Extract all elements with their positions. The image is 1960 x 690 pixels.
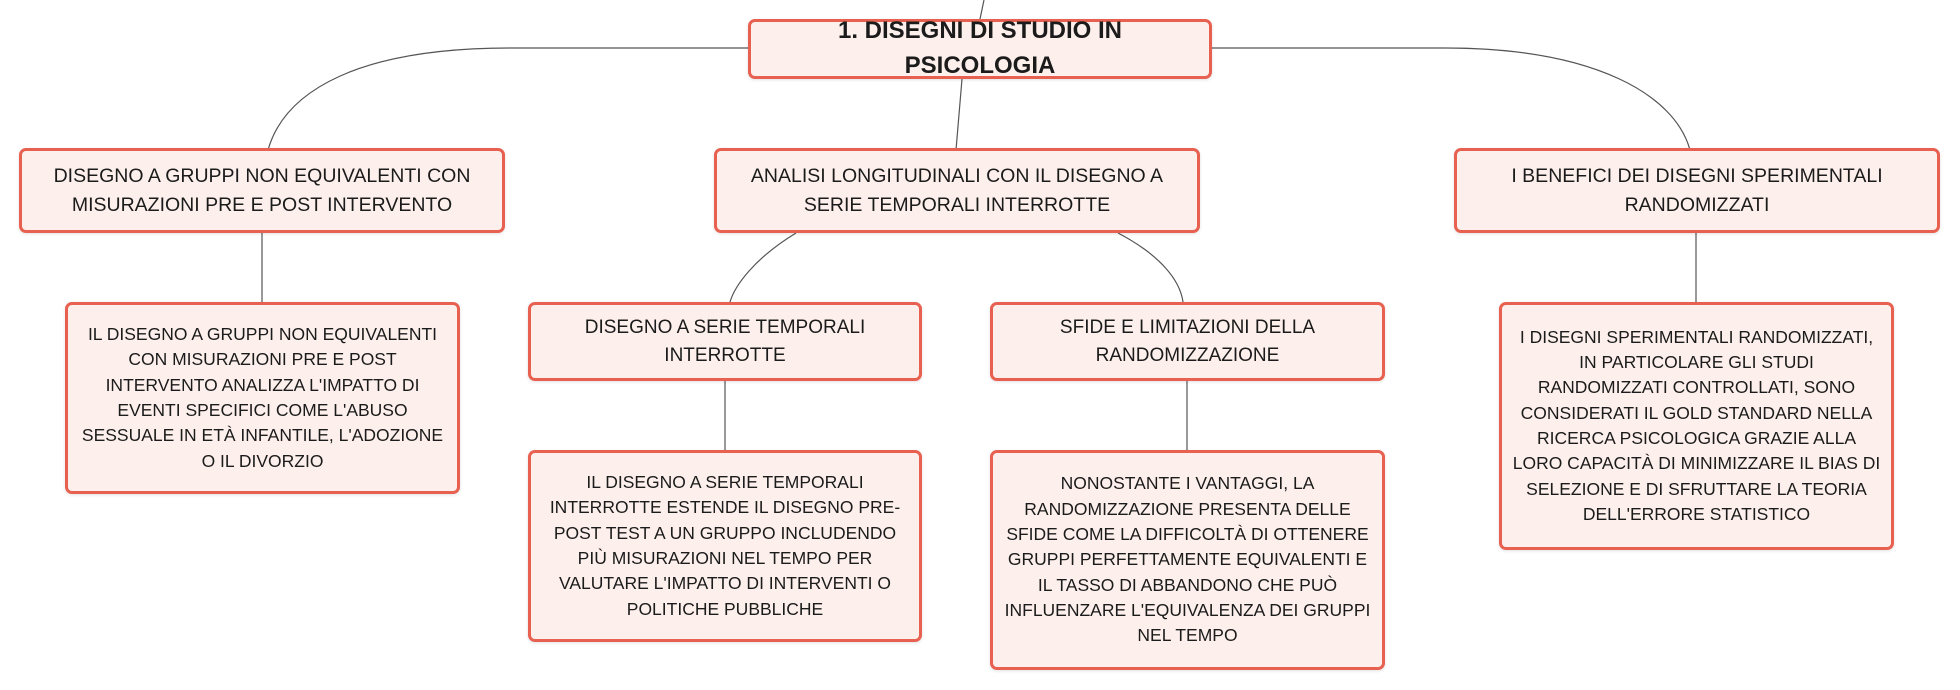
center-child-2-topic[interactable] [990,302,1385,381]
branch-center-label: ANALISI LONGITUDINALI CON IL DISEGNO A SERIE TEMPORALI INTERROTTE [750,165,1164,216]
center-child-1-label: DISEGNO A SERIE TEMPORALI INTERROTTE [584,316,866,366]
root-topic[interactable] [748,19,1212,79]
branch-left-label: DISEGNO A GRUPPI NON EQUIVALENTI CON MISURAZIONI PRE E POST INTERVENTO [53,165,471,216]
branch-right-detail[interactable] [1499,302,1894,550]
center-child-1-detail-text: IL DISEGNO A SERIE TEMPORALI INTERROTTE ESTENDE IL DISEGNO PRE-POST TEST A UN GRUPPO INCLUDENDO PIÙ MISURAZIONI NEL TEMPO PER VALUTARE L'IMPATTO DI INTERVENTI O POLITICHE PUBBLICHE [549,471,901,619]
branch-left-topic[interactable] [19,148,505,233]
center-child-2-detail[interactable] [990,450,1385,670]
branch-left-detail-text: IL DISEGNO A GRUPPI NON EQUIVALENTI CON MISURAZIONI PRE E POST INTERVENTO ANALIZZA L'IMPATTO DI EVENTI SPECIFICI COME L'ABUSO SESSUALE IN ETÀ INFANTILE, L'ADOZIONE O IL DIVORZIO [81,323,444,471]
center-child-1-topic[interactable] [528,302,922,381]
branch-center-topic[interactable] [714,148,1200,233]
connector-center-child2 [1118,233,1183,302]
connector-root-right [1212,48,1690,150]
center-child-2-detail-text: NONOSTANTE I VANTAGGI, LA RANDOMIZZAZIONE PRESENTA DELLE SFIDE COME LA DIFFICOLTÀ DI OTTENERE GRUPPI PERFETTAMENTE EQUIVALENTI E IL TASSO DI ABBANDONO CHE PUÒ INFLUENZARE L'EQUIVALENZA DEI GRUPPI NEL TEMPO [1004,473,1371,646]
branch-right-detail-text: I DISEGNI SPERIMENTALI RANDOMIZZATI, IN PARTICOLARE GLI STUDI RANDOMIZZATI CONTROLLATI, SONO CONSIDERATI IL GOLD STANDARD NELLA RICERCA PSICOLOGICA GRAZIE ALLA LORO CAPACITÀ DI MINIMIZZARE IL BIAS DI SELEZIONE E DI SFRUTTARE LA TEORIA DELL'ERRORE STATISTICO [1512,326,1881,525]
branch-right-topic[interactable] [1454,148,1940,233]
connector-root-center [956,79,962,150]
connector-root-left [268,48,748,150]
center-child-2-label: SFIDE E LIMITAZIONI DELLA RANDOMIZZAZIONE [1059,316,1316,366]
branch-left-detail[interactable] [65,302,460,494]
root-topic-label: 1. DISEGNI DI STUDIO IN PSICOLOGIA [837,17,1123,79]
center-child-1-detail[interactable] [528,450,922,642]
connector-center-child1 [730,233,796,302]
branch-right-label: I BENEFICI DEI DISEGNI SPERIMENTALI RANDOMIZZATI [1511,165,1883,216]
